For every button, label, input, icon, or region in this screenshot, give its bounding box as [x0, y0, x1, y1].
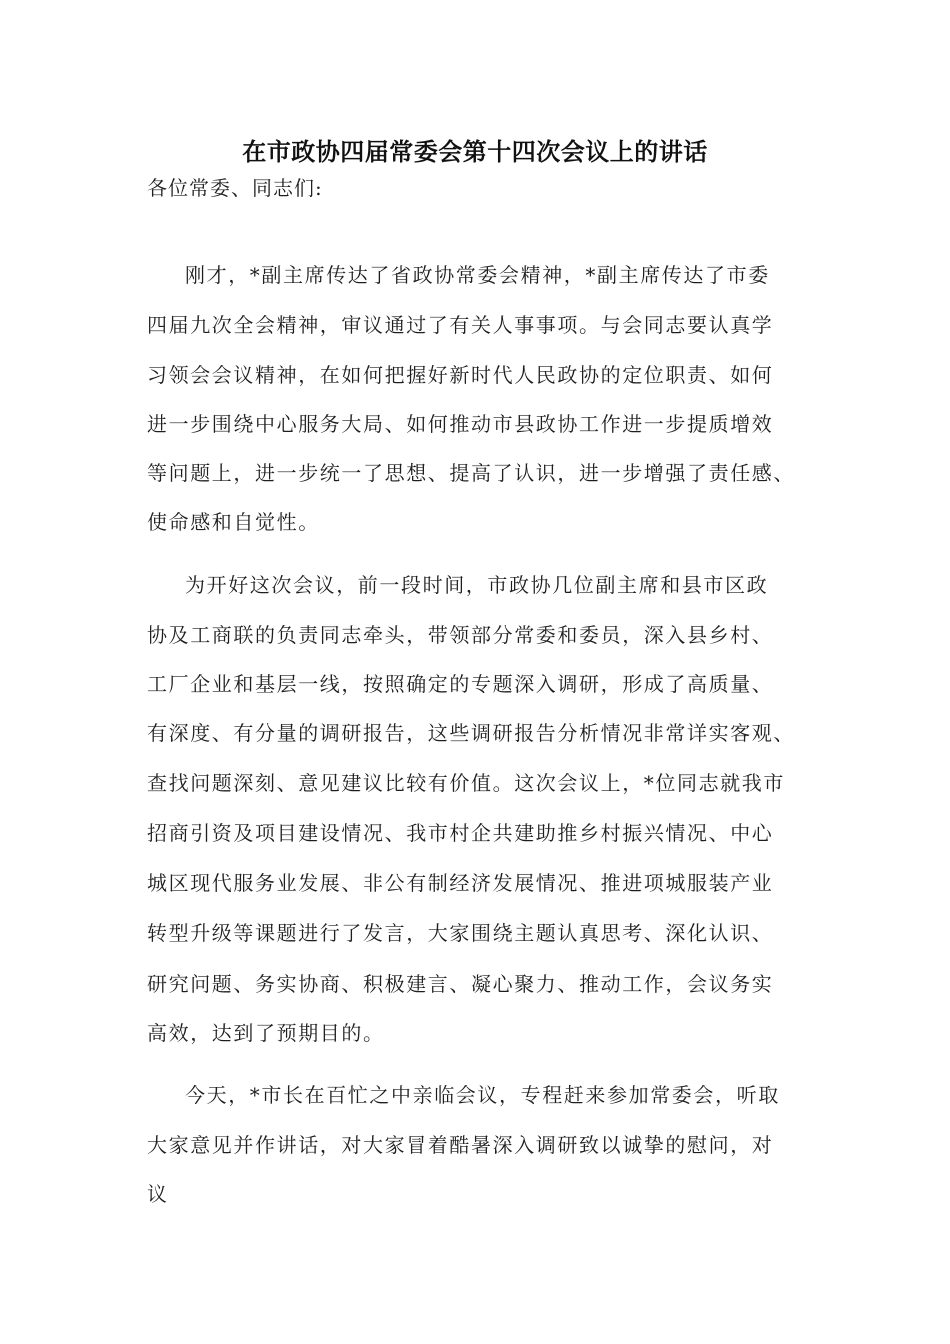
paragraph-2-line: 为开好这次会议，前一段时间，市政协几位副主席和县市区政	[185, 573, 769, 597]
salutation: 各位常委、同志们:	[147, 176, 323, 200]
paragraph-1-line: 进一步围绕中心服务大局、如何推动市县政协工作进一步提质增效	[147, 412, 774, 436]
paragraph-1-line: 习领会会议精神，在如何把握好新时代人民政协的定位职责、如何	[147, 363, 774, 387]
paragraph-2-line: 有深度、有分量的调研报告，这些调研报告分析情况非常详实客观、	[147, 721, 795, 745]
paragraph-2-line: 协及工商联的负责同志牵头，带领部分常委和委员，深入县乡村、	[147, 623, 774, 647]
document-title: 在市政协四届常委会第十四次会议上的讲话	[242, 137, 708, 166]
paragraph-2-line: 查找问题深刻、意见建议比较有价值。这次会议上，*位同志就我市	[147, 771, 785, 795]
paragraph-2-line: 城区现代服务业发展、非公有制经济发展情况、推进项城服装产业	[147, 871, 774, 895]
paragraph-2-line: 转型升级等课题进行了发言，大家围绕主题认真思考、深化认识、	[147, 921, 774, 945]
paragraph-3-line: 今天，*市长在百忙之中亲临会议，专程赶来参加常委会，听取	[185, 1083, 780, 1107]
paragraph-1-line: 等问题上，进一步统一了思想、提高了认识，进一步增强了责任感、	[147, 461, 795, 485]
paragraph-2-line: 工厂企业和基层一线，按照确定的专题深入调研，形成了高质量、	[147, 672, 774, 696]
paragraph-2-line: 高效，达到了预期目的。	[147, 1021, 385, 1045]
paragraph-2-line: 研究问题、务实协商、积极建言、凝心聚力、推动工作，会议务实	[147, 972, 774, 996]
paragraph-3-line: 议	[147, 1182, 169, 1206]
paragraph-1-line: 使命感和自觉性。	[147, 510, 320, 534]
paragraph-2-line: 招商引资及项目建设情况、我市村企共建助推乡村振兴情况、中心	[147, 821, 774, 845]
paragraph-1-line: 刚才，*副主席传达了省政协常委会精神，*副主席传达了市委	[185, 263, 770, 287]
paragraph-1-line: 四届九次全会精神，审议通过了有关人事事项。与会同志要认真学	[147, 313, 774, 337]
paragraph-3-line: 大家意见并作讲话，对大家冒着酷暑深入调研致以诚挚的慰问，对	[147, 1133, 774, 1157]
